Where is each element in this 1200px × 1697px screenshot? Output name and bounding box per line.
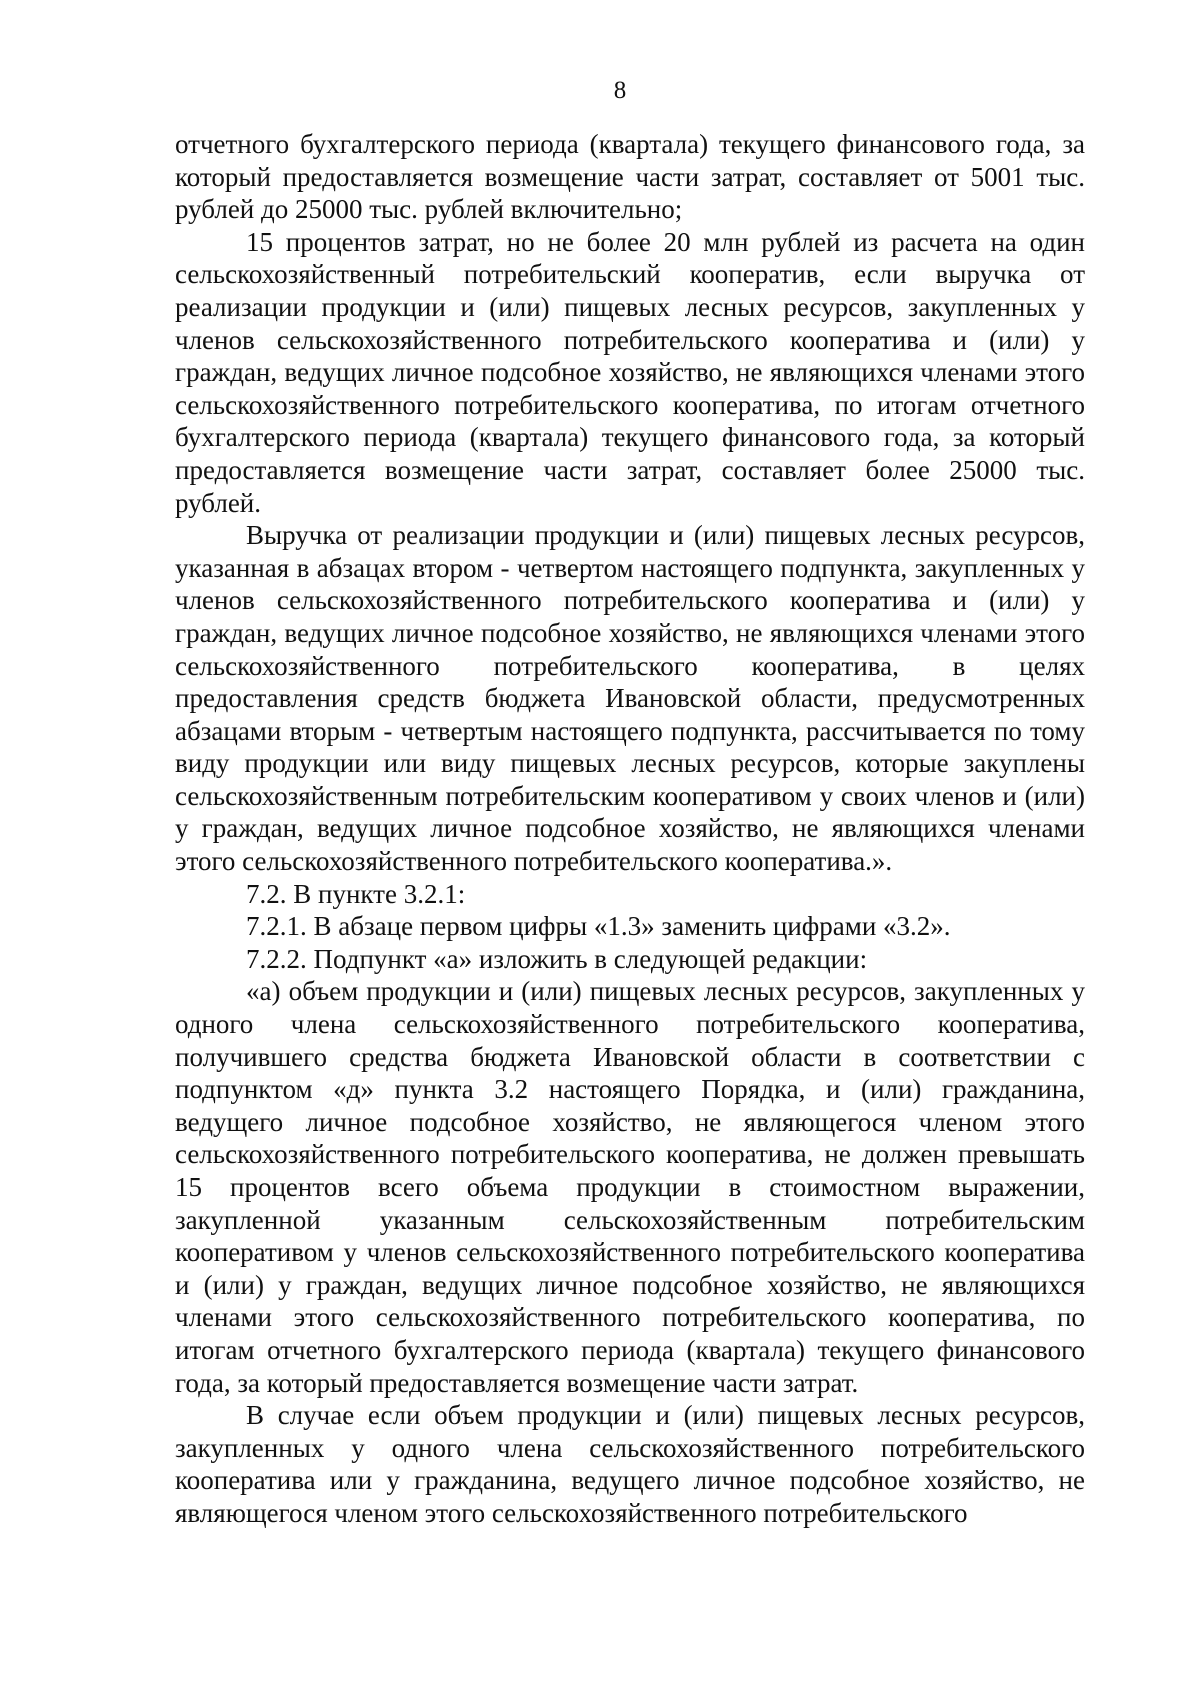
page-number: 8 xyxy=(613,77,627,104)
paragraph-8: В случае если объем продукции и (или) пищевых лесных ресурсов, закупленных у одного члена сельскохозяйственного потребительского кооператива или у гражданина, ведущего личное подсобное хозяйство, не являющегося членом этого сельскохозяйственного потребительского xyxy=(175,1400,1085,1528)
paragraph-5: 7.2.1. В абзаце первом цифры «1.3» заменить цифрами «3.2». xyxy=(246,911,951,942)
paragraph-2: 15 процентов затрат, но не более 20 млн рублей из расчета на один сельскохозяйственный потребительский кооператив, если выручка от реализации продукции и (или) пищевых лесных ресурсов, закупленных у членов сельскохозяйственного потребительского кооператива и (или) у граждан, ведущих личное подсобное хозяйство, не являющихся членами этого сельскохозяйственного потребительского кооператива, по итогам отчетного бухгалтерского периода (квартала) текущего финансового года, за который предоставляется возмещение части затрат, составляет более 25000 тыс. рублей. xyxy=(175,226,1085,518)
paragraph-3: Выручка от реализации продукции и (или) пищевых лесных ресурсов, указанная в абзацах втором - четвертом настоящего подпункта, закупленных у членов сельскохозяйственного потребительского кооператива и (или) у граждан, ведущих личное подсобное хозяйство, не являющихся членами этого сельскохозяйственного потребительского кооператива, в целях предоставления средств бюджета Ивановской области, предусмотренных абзацами вторым - четвертым настоящего подпункта, рассчитывается по тому виду продукции или виду пищевых лесных ресурсов, которые закуплены сельскохозяйственным потребительским кооперативом у своих членов и (или) у граждан, ведущих личное подсобное хозяйство, не являющихся членами этого сельскохозяйственного потребительского кооператива.». xyxy=(175,520,1085,877)
document-body xyxy=(175,128,1085,1530)
paragraph-4: 7.2. В пункте 3.2.1: xyxy=(246,878,466,909)
paragraph-6: 7.2.2. Подпункт «а» изложить в следующей редакции: xyxy=(246,943,868,974)
paragraph-7: «а) объем продукции и (или) пищевых лесных ресурсов, закупленных у одного члена сельскохозяйственного потребительского кооператива, получившего средства бюджета Ивановской области в соответствии с подпунктом «д» пункта 3.2 настоящего Порядка, и (или) гражданина, ведущего личное подсобное хозяйство, не являющегося членом этого сельскохозяйственного потребительского кооператива, не должен превышать 15 процентов всего объема продукции в стоимостном выражении, закупленной указанным сельскохозяйственным потребительским кооперативом у членов сельскохозяйственного потребительского кооператива и (или) у граждан, ведущих личное подсобное хозяйство, не являющихся членами этого сельскохозяйственного потребительского кооператива, по итогам отчетного бухгалтерского периода (квартала) текущего финансового года, за который предоставляется возмещение части затрат. xyxy=(175,976,1085,1398)
paragraph-1: отчетного бухгалтерского периода (квартала) текущего финансового года, за который предоставляется возмещение части затрат, составляет от 5001 тыс. рублей до 25000 тыс. рублей включительно; xyxy=(175,129,1085,225)
